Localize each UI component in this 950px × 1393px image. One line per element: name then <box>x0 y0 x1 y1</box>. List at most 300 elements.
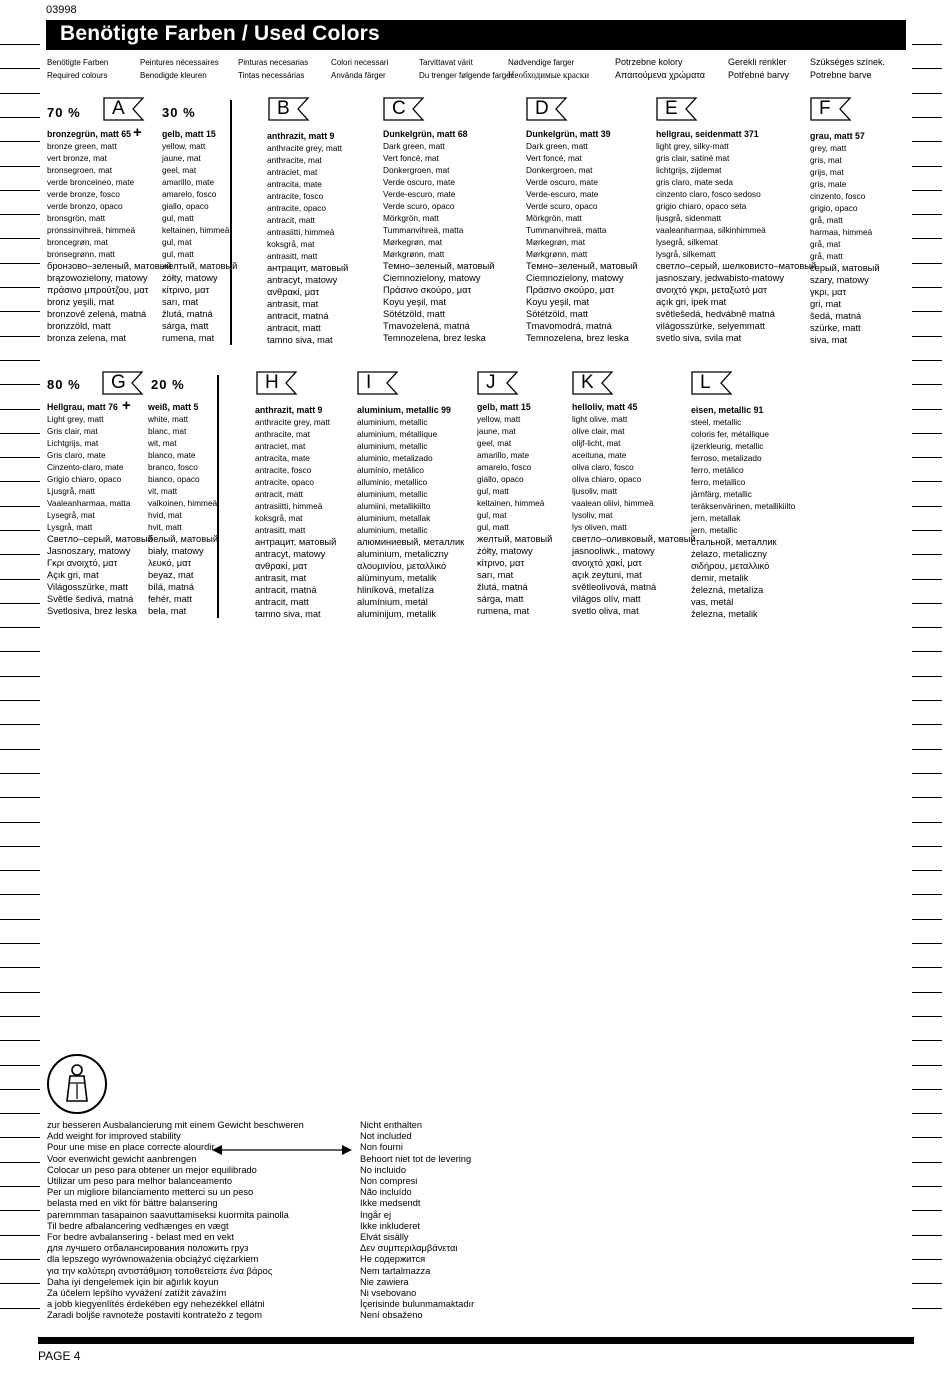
color-translation: aluminium, metallak <box>357 513 431 523</box>
margin-tick <box>0 117 40 118</box>
color-translation: gul, matt <box>162 213 194 223</box>
color-translation: vert bronze, mat <box>47 153 107 163</box>
margin-tick <box>0 1235 40 1236</box>
margin-tick <box>0 530 40 531</box>
header-text: Peintures nécessaires <box>140 58 219 67</box>
color-translation: koksgrå, mat <box>267 239 315 249</box>
margin-tick <box>0 773 40 774</box>
margin-tick <box>0 190 40 191</box>
margin-tick <box>0 1040 40 1041</box>
color-name: anthrazit, matt 9 <box>267 131 335 141</box>
color-name: gelb, matt 15 <box>477 402 531 412</box>
margin-tick <box>0 1113 40 1114</box>
margin-tick <box>912 846 942 847</box>
color-translation: grigio, opaco <box>810 203 858 213</box>
color-translation: Verde oscuro, mate <box>383 177 455 187</box>
color-translation: Grigio chiaro, opaco <box>47 474 122 484</box>
color-translation: light grey, silky-matt <box>656 141 729 151</box>
note-line: Ikke medsendt <box>360 1198 421 1209</box>
margin-tick <box>0 676 40 677</box>
margin-tick <box>912 1065 942 1066</box>
color-block-j <box>477 401 552 617</box>
margin-tick <box>912 749 942 750</box>
color-translation: γκρι, ματ <box>810 287 847 297</box>
color-translation: aceituna, mate <box>572 450 627 460</box>
color-block-a1 <box>47 128 172 344</box>
color-translation: antrasitt, matt <box>255 525 306 535</box>
color-translation: antracite, opaco <box>255 477 315 487</box>
header-text: Απαιτούμενα χρώματα <box>615 70 705 80</box>
color-translation: lichtgrijs, zijdemat <box>656 165 722 175</box>
note-line: İçerisinde bulunmamaktadır <box>360 1299 475 1310</box>
weight-note-right <box>360 1120 474 1322</box>
color-translation: Ciemnozielony, matowy <box>526 273 624 283</box>
margin-tick <box>0 214 40 215</box>
margin-tick <box>0 919 40 920</box>
color-translation: желтый, матовый <box>477 534 553 544</box>
color-translation: aluminium, metallic <box>357 417 428 427</box>
color-translation: bronze green, matt <box>47 141 117 151</box>
color-translation: világosszürke, selyemmatt <box>656 321 766 331</box>
color-translation: gul, mat <box>162 237 192 247</box>
color-block-h <box>255 404 336 620</box>
color-translation: tamno siva, mat <box>255 609 321 619</box>
margin-tick <box>0 1162 40 1163</box>
margin-tick <box>912 1089 942 1090</box>
color-translation: gris, mat <box>810 155 842 165</box>
color-translation: siva, mat <box>810 335 848 345</box>
color-translation: πράσινο μπρούτζου, ματ <box>47 285 149 295</box>
color-translation: gul, matt <box>162 249 194 259</box>
margin-tick <box>912 190 942 191</box>
margin-tick <box>912 700 942 701</box>
color-translation: ljusoliv, matt <box>572 486 618 496</box>
double-arrow-icon <box>212 1143 352 1157</box>
color-translation: żółty, matowy <box>162 273 218 283</box>
header-text: Du trenger følgende farger <box>419 71 514 80</box>
header-column <box>140 56 219 82</box>
margin-tick <box>912 1259 942 1260</box>
note-line: Nicht enthalten <box>360 1120 423 1130</box>
note-line: για την καλύτερη αντιστάθμιση τοποθετείστε ένα βάρος <box>47 1265 273 1276</box>
margin-tick <box>0 822 40 823</box>
color-translation: bronsegroen, mat <box>47 165 113 175</box>
color-translation: алюминиевый, металлик <box>357 537 465 547</box>
color-translation: Ciemnozielony, matowy <box>383 273 481 283</box>
color-translation: gul, matt <box>477 486 509 496</box>
weight-icon <box>46 1053 108 1115</box>
header-text: Tarvittavat värit <box>419 58 473 67</box>
color-translation: Tmavomodrá, matná <box>526 321 612 331</box>
margin-tick <box>0 749 40 750</box>
color-translation: koksgrå, mat <box>255 513 303 523</box>
color-translation: Koyu yeşil, mat <box>383 297 447 307</box>
color-translation: antrasiitti, himmeä <box>255 501 323 511</box>
header-column <box>728 56 789 82</box>
color-name: Dunkelgrün, matt 68 <box>383 129 468 139</box>
color-translation: lysgrå, silkematt <box>656 249 716 259</box>
color-translation: aluminium, metallic <box>357 525 428 535</box>
header-column <box>419 56 513 82</box>
margin-tick <box>912 117 942 118</box>
badge-letter: C <box>392 98 406 119</box>
margin-tick <box>912 141 942 142</box>
left-margin-marks <box>0 0 40 1393</box>
margin-tick <box>0 481 40 482</box>
margin-tick <box>0 311 40 312</box>
margin-tick <box>912 1113 942 1114</box>
note-line: для лучшего отбалансирования положить груз <box>47 1243 249 1254</box>
plus-sign: + <box>122 397 131 414</box>
color-translation: oliva chiaro, opaco <box>572 474 642 484</box>
color-translation: Темно–зеленый, матовый <box>526 261 638 271</box>
margin-tick <box>912 409 942 410</box>
color-badge-i <box>357 371 399 395</box>
margin-tick <box>912 214 942 215</box>
note-line: Pour une mise en place correcte alourdir <box>47 1142 215 1153</box>
color-translation: grey, matt <box>810 143 847 153</box>
header-text: Необходимые краски <box>508 70 590 80</box>
color-translation: teräksenvärinen, metallikiilto <box>691 501 796 511</box>
color-translation: grå, matt <box>810 251 843 261</box>
note-line: zur besseren Ausbalancierung mit einem Gewicht beschweren <box>47 1120 304 1130</box>
note-line: Δεν συμπεριλαμβάνεται <box>360 1243 458 1254</box>
margin-tick <box>0 238 40 239</box>
header-text: Szükséges színek. <box>810 57 886 67</box>
color-translation: olive clair, mat <box>572 426 625 436</box>
badge-letter: L <box>700 372 711 393</box>
color-translation: antracyt, matowy <box>267 275 338 285</box>
color-translation: grå, matt <box>810 215 843 225</box>
color-translation: żółty, matowy <box>477 546 533 556</box>
color-translation: Mørkgrønn, matt <box>526 249 588 259</box>
color-translation: järnfärg, metallic <box>691 489 752 499</box>
color-translation: gris clair, satiné mat <box>656 153 730 163</box>
badge-letter: J <box>486 372 496 393</box>
note-line: Ingår ej <box>360 1209 392 1220</box>
color-translation: gris, mate <box>810 179 847 189</box>
badge-letter: K <box>581 372 594 393</box>
margin-tick <box>912 870 942 871</box>
color-translation: αλουμινίου, μεταλλικό <box>357 561 447 571</box>
margin-tick <box>0 846 40 847</box>
color-badge-h <box>256 371 298 395</box>
note-line: Zaradi boljše ravnoteže postaviti kontratežo z tegom <box>47 1310 262 1321</box>
title-bar <box>46 20 906 50</box>
color-translation: vaaleanharmaa, silkinhimmeä <box>656 225 766 235</box>
note-line: a jobb kiegyenlítés érdekében egy nehezékkel ellátni <box>47 1299 265 1310</box>
color-translation: Mørkegrøn, mat <box>526 237 586 247</box>
color-translation: Πράσινο σκούρο, ματ <box>383 285 472 295</box>
color-translation: Mørkegrøn, mat <box>383 237 443 247</box>
color-translation: jern, metallak <box>691 513 741 523</box>
color-translation: rumena, mat <box>162 333 215 343</box>
header-column <box>508 56 589 82</box>
color-translation: bronzzöld, matt <box>47 321 111 331</box>
color-translation: Lysegrå, mat <box>47 510 95 520</box>
color-translation: vaalean oliivi, himmeä <box>572 498 654 508</box>
color-block-g2 <box>148 401 218 617</box>
color-translation: Cinzento-claro, mate <box>47 462 124 472</box>
note-line: Non fourni <box>360 1142 403 1153</box>
color-translation: Verde-escuro, mate <box>526 189 599 199</box>
color-translation: light olive, matt <box>572 414 628 424</box>
color-translation: Mörkgrön, matt <box>383 213 439 223</box>
margin-tick <box>0 336 40 337</box>
color-name: helloliv, matt 45 <box>572 402 638 412</box>
color-block-a2 <box>162 128 237 344</box>
margin-tick <box>912 336 942 337</box>
color-translation: aluminium, métallique <box>357 429 438 439</box>
color-translation: белый, матовый <box>148 534 219 544</box>
color-translation: ferro, metallico <box>691 477 746 487</box>
color-translation: ανθρακί, ματ <box>255 561 308 571</box>
margin-tick <box>0 943 40 944</box>
margin-tick <box>0 360 40 361</box>
color-translation: alüminyum, metalik <box>357 573 437 583</box>
color-block-g1 <box>47 401 153 617</box>
color-translation: Dark green, matt <box>383 141 445 151</box>
color-translation: branco, fosco <box>148 462 198 472</box>
color-translation: Donkergroen, mat <box>383 165 450 175</box>
color-translation: ferroso, metalizado <box>691 453 762 463</box>
color-translation: aluminium, metaliczny <box>357 549 449 559</box>
color-name: aluminium, metallic 99 <box>357 405 451 415</box>
color-translation: Temnozelena, brez leska <box>526 333 629 343</box>
color-translation: hliníková, metalíza <box>357 585 434 595</box>
margin-tick <box>912 1016 942 1017</box>
color-translation: светло–оливковый, матовый <box>572 534 696 544</box>
margin-tick <box>0 992 40 993</box>
header-text: Potrzebne kolory <box>615 57 683 67</box>
margin-tick <box>0 700 40 701</box>
color-translation: demir, metalik <box>691 573 749 583</box>
color-translation: železná, metalíza <box>691 585 764 595</box>
color-translation: amarelo, fosco <box>477 462 532 472</box>
margin-tick <box>912 68 942 69</box>
color-translation: valkoinen, himmeä <box>148 498 218 508</box>
margin-tick <box>0 409 40 410</box>
margin-tick <box>912 579 942 580</box>
margin-tick <box>912 724 942 725</box>
color-translation: antracita, mate <box>255 453 310 463</box>
color-translation: açık zeytuni, mat <box>572 570 642 580</box>
color-translation: Vaaleanharmaa, matta <box>47 498 131 508</box>
color-translation: jaune, mat <box>477 426 516 436</box>
color-translation: yellow, matt <box>477 414 521 424</box>
color-translation: giallo, opaco <box>477 474 524 484</box>
color-translation: coloris fer, métallique <box>691 429 769 439</box>
color-block-c <box>383 128 494 344</box>
margin-tick <box>0 1016 40 1017</box>
note-line: Elvát sisälly <box>360 1232 409 1243</box>
color-translation: alumínio, metálico <box>357 465 424 475</box>
color-translation: bronz yeşili, mat <box>47 297 115 307</box>
color-translation: ανοιχτό χακί, ματ <box>572 558 642 568</box>
margin-tick <box>0 287 40 288</box>
color-translation: keltainen, himmeä <box>477 498 545 508</box>
color-translation: antrasiitti, himmeä <box>267 227 335 237</box>
color-translation: antracita, mate <box>267 179 322 189</box>
margin-tick <box>912 287 942 288</box>
color-translation: ανθρακί, ματ <box>267 287 320 297</box>
margin-tick <box>912 1040 942 1041</box>
margin-tick <box>912 530 942 531</box>
mix-percent: 70 % <box>47 105 81 120</box>
note-line: Add weight for improved stability <box>47 1131 181 1142</box>
badge-letter: D <box>535 98 549 119</box>
color-badge-f <box>810 97 852 121</box>
color-translation: sárga, matt <box>477 594 524 604</box>
color-translation: broncegrøn, mat <box>47 237 108 247</box>
margin-tick <box>0 627 40 628</box>
note-line: Ni vsebovano <box>360 1288 417 1299</box>
header-text: Pinturas necesarias <box>238 58 309 67</box>
header-column <box>238 56 308 82</box>
note-line: Není obsaženo <box>360 1310 423 1321</box>
color-translation: λευκό, ματ <box>148 558 192 568</box>
color-block-e <box>656 128 816 344</box>
color-translation: brązowozielony, matowy <box>47 273 148 283</box>
color-translation: antracit, matná <box>255 585 317 595</box>
note-line: Til bedre afbalancering vedhænges en vægt <box>47 1220 229 1231</box>
color-translation: grigio chiaro, opaco seta <box>656 201 747 211</box>
note-line: No incluido <box>360 1164 406 1175</box>
badge-letter: E <box>665 98 678 119</box>
color-translation: bianco, opaco <box>148 474 200 484</box>
color-translation: yellow, matt <box>162 141 206 151</box>
color-translation: antracit, matt <box>255 489 303 499</box>
color-translation: wit, mat <box>148 438 177 448</box>
color-translation: Verde-escuro, mate <box>383 189 456 199</box>
color-translation: beyaz, mat <box>148 570 194 580</box>
margin-tick <box>912 1137 942 1138</box>
margin-tick <box>0 1283 40 1284</box>
margin-tick <box>912 967 942 968</box>
color-translation: bronzově zelená, matná <box>47 309 147 319</box>
color-translation: cinzento, fosco <box>810 191 866 201</box>
color-translation: antrasit, mat <box>267 299 319 309</box>
color-translation: бронзово–зеленый, матовый <box>47 261 172 271</box>
color-translation: pronssinvihreä, himmeä <box>47 225 136 235</box>
color-translation: Sötétzöld, matt <box>526 309 589 319</box>
note-line: Per un migliore bilanciamento mettercі su un peso <box>47 1187 254 1198</box>
color-translation: anthracite grey, matt <box>255 417 331 427</box>
margin-tick <box>0 1210 40 1211</box>
color-translation: bronsegrønn, matt <box>47 249 115 259</box>
color-translation: bronza zelena, mat <box>47 333 127 343</box>
margin-tick <box>0 797 40 798</box>
margin-tick <box>912 773 942 774</box>
margin-tick <box>0 166 40 167</box>
color-translation: aluminijum, metalik <box>357 609 437 619</box>
color-translation: gul, matt <box>477 522 509 532</box>
margin-tick <box>912 676 942 677</box>
color-name: grau, matt 57 <box>810 131 865 141</box>
note-line: Voor evenwicht gewicht aanbrengen <box>47 1153 197 1164</box>
color-translation: olijf-licht, mat <box>572 438 621 448</box>
margin-tick <box>0 44 40 45</box>
color-translation: σιδήρου, μεταλλικό <box>691 561 770 571</box>
color-translation: šedá, matná <box>810 311 862 321</box>
badge-letter: H <box>265 372 279 393</box>
color-translation: lysoliv, mat <box>572 510 613 520</box>
color-translation: antrasit, mat <box>255 573 307 583</box>
color-name: hellgrau, seidenmatt 371 <box>656 129 759 139</box>
header-text: Nødvendige farger <box>508 58 575 67</box>
color-translation: antraciet, mat <box>255 441 306 451</box>
color-translation: aluminio, metalizado <box>357 453 433 463</box>
color-translation: antracit, matt <box>267 215 315 225</box>
color-translation: antracit, matná <box>267 311 329 321</box>
margin-tick <box>0 1137 40 1138</box>
color-translation: amarillo, mate <box>162 177 215 187</box>
header-column <box>810 56 885 82</box>
margin-tick <box>912 894 942 895</box>
color-translation: anthracite, mat <box>267 155 322 165</box>
color-translation: Lysgrå, matt <box>47 522 93 532</box>
badge-letter: G <box>111 372 126 393</box>
margin-tick <box>0 554 40 555</box>
color-translation: grå, mat <box>810 239 841 249</box>
margin-tick <box>912 603 942 604</box>
margin-tick <box>912 506 942 507</box>
margin-tick <box>912 238 942 239</box>
margin-tick <box>912 457 942 458</box>
color-translation: Világosszürke, matt <box>47 582 128 592</box>
color-translation: Verde oscuro, mate <box>526 177 598 187</box>
color-block-l <box>691 404 795 620</box>
color-translation: Темно–зеленый, матовый <box>383 261 495 271</box>
color-translation: антрацит, матовый <box>255 537 337 547</box>
color-translation: biały, matowy <box>148 546 204 556</box>
color-translation: blanc, mat <box>148 426 187 436</box>
color-translation: Dark green, matt <box>526 141 588 151</box>
note-line: paremmman tasapainon saavuttamiseksi kuormita painolla <box>47 1209 289 1220</box>
color-name: weiß, matt 5 <box>148 402 199 412</box>
margin-tick <box>912 919 942 920</box>
color-block-f <box>810 130 880 346</box>
color-translation: antrasitt, matt <box>267 251 318 261</box>
color-translation: gul, mat <box>477 510 507 520</box>
margin-tick <box>0 93 40 94</box>
color-translation: Gris clair, mat <box>47 426 98 436</box>
color-translation: Donkergroen, mat <box>526 165 593 175</box>
color-translation: lys oliven, matt <box>572 522 627 532</box>
color-translation: Světle šedivá, matná <box>47 594 134 604</box>
margin-tick <box>0 603 40 604</box>
color-translation: anthracite, mat <box>255 429 310 439</box>
color-translation: žlutá, matná <box>477 582 528 592</box>
color-translation: Mörkgrön, matt <box>526 213 582 223</box>
badge-letter: B <box>277 98 290 119</box>
color-translation: Mørkgrønn, matt <box>383 249 445 259</box>
color-translation: Светло–серый, матовый <box>47 534 153 544</box>
color-badge-g <box>102 371 144 395</box>
color-badge-l <box>691 371 733 395</box>
note-line: Nem tartalmazza <box>360 1265 431 1276</box>
document-number: 03998 <box>46 4 77 16</box>
color-translation: antracit, matt <box>255 597 309 607</box>
header-text: Benodigde kleuren <box>140 71 207 80</box>
margin-tick <box>912 1235 942 1236</box>
color-translation: szürke, matt <box>810 323 861 333</box>
color-translation: antraciet, mat <box>267 167 318 177</box>
footer-rule <box>38 1337 914 1344</box>
color-badge-a <box>103 97 145 121</box>
right-margin-marks <box>912 0 942 1393</box>
color-translation: Vert foncé, mat <box>383 153 439 163</box>
